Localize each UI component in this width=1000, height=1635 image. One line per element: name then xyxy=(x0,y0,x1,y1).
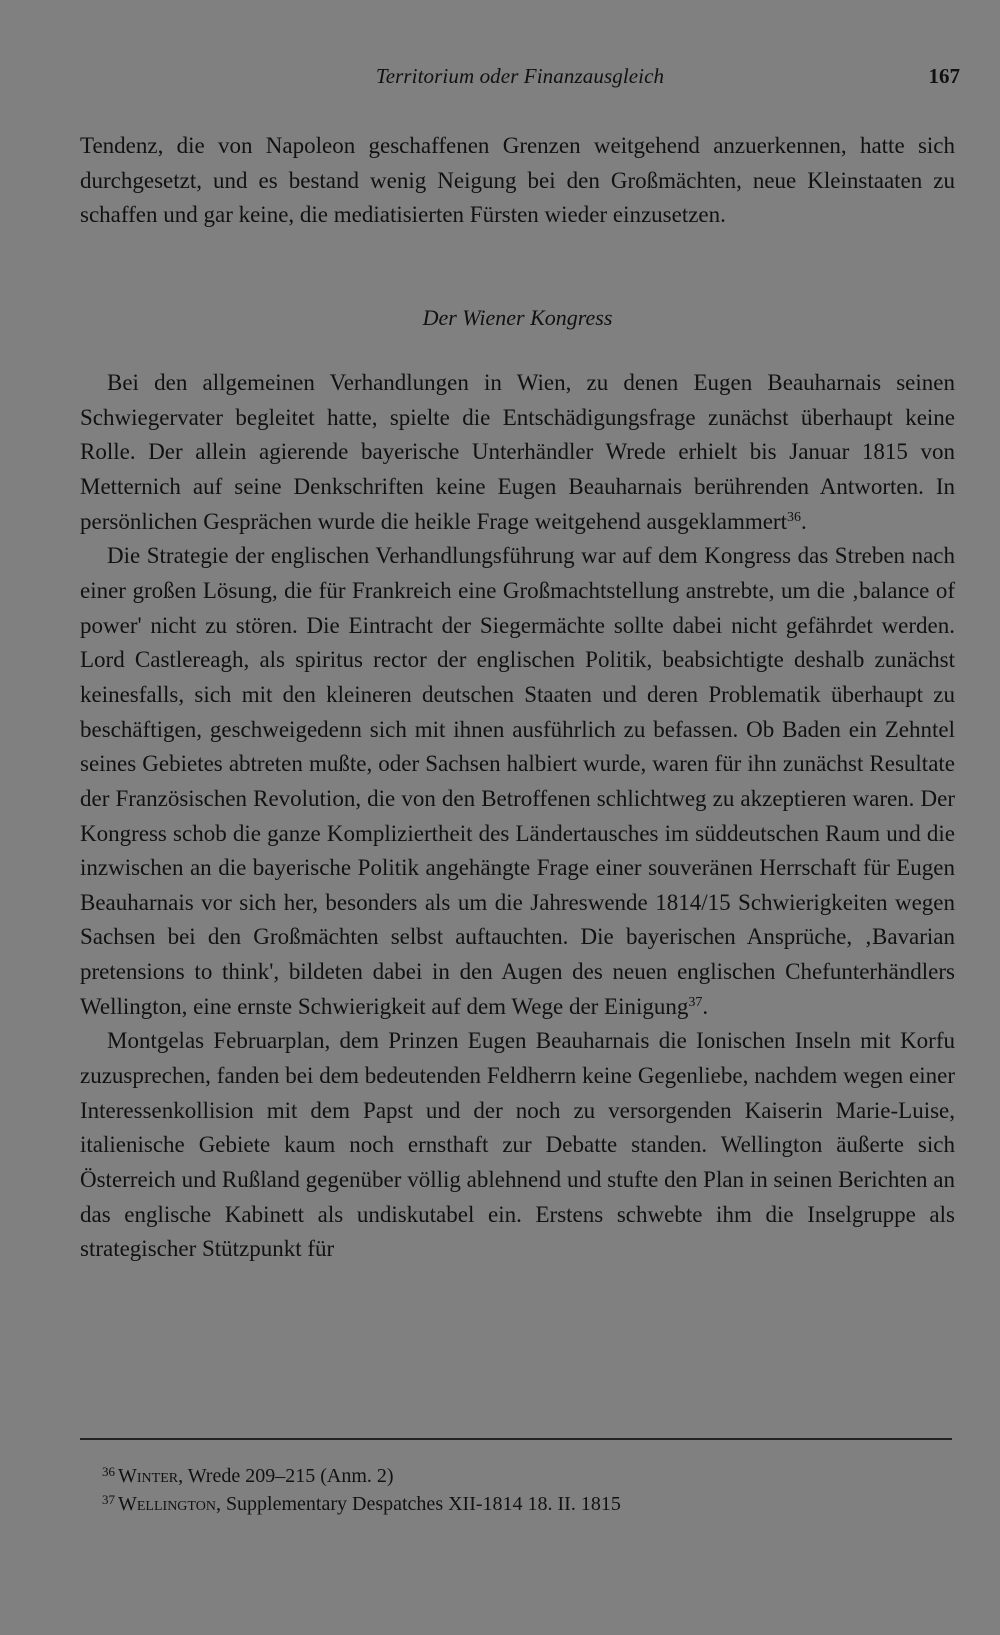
footnote-divider xyxy=(80,1438,952,1440)
paragraph-2 xyxy=(80,539,955,1024)
running-title: Territorium oder Finanzausgleich xyxy=(375,64,665,88)
section-heading: Der Wiener Kongress xyxy=(422,304,613,330)
footnote-36 xyxy=(102,1462,952,1490)
paragraph-1 xyxy=(80,366,955,539)
paragraph-1-text: Bei den allgemeinen Verhandlungen in Wien, zu denen Eugen Beauharnais seinen Schwiegervater begleitet hatte, spielte die Entschädigungsfrage zunächst überhaupt keine Rolle. Der allein agierende bayerische Unterhändler Wrede erhielt bis Januar 1815 von Metternich auf seine Denkschriften keine Eugen Beauharnais berührenden Antworten. In persönlichen Gesprächen wurde die heikle Frage weitgehend ausgeklammert xyxy=(80,369,955,534)
footnote-author: Winter xyxy=(118,1465,179,1487)
paragraph-2-end: . xyxy=(702,993,709,1019)
paragraph-2-text: Die Strategie der englischen Verhandlungsführung war auf dem Kongress das Streben nach einer großen Lösung, die für Frankreich eine Großmachtstellung anstrebte, um die ‚balance of power' nicht zu stören. Die Eintracht der Siegermächte sollte dabei nicht gefährdet werden. Lord Castlereagh, als spiritus rector der englischen Politik, beabsichtigte deshalb zunächst keinesfalls, sich mit den kleineren deutschen Staaten und deren Problematik überhaupt zu beschäftigen, geschweigedenn sich mit ihnen ausführlich zu befassen. Ob Baden ein Zehntel seines Gebietes abtreten mußte, oder Sachsen halbiert wurde, waren für ihn zunächst Resultate der Französischen Revolution, die von den Betroffenen schlichtweg zu akzeptieren waren. Der Kongress schob die ganze Kompliziertheit des Ländertausches im süddeutschen Raum und die inzwischen an die bayerische Politik angehängte Frage einer souveränen Herrschaft für Eugen Beauharnais vor sich her, besonders als um die Jahreswende 1814/15 Schwierigkeiten wegen Sachsen bei den Großmächten selbst auftauchten. Die bayerischen Ansprüche, ‚Bavarian pretensions to think', bildeten dabei in den Augen des neuen englischen Chefunterhändlers Wellington, eine ernste Schwierigkeit auf dem Wege der Einigung xyxy=(80,543,955,1019)
footnote-ref-37[interactable]: 37 xyxy=(688,994,703,1010)
body-text xyxy=(80,129,955,1267)
footnote-text: , Wrede 209–215 (Anm. 2) xyxy=(178,1465,394,1487)
footnote-author: Wellington xyxy=(118,1493,216,1515)
intro-paragraph: Tendenz, die von Napoleon geschaffenen Grenzen weitgehend anzuerkennen, hatte sich durchgesetzt, und es bestand wenig Neigung bei den Großmächten, neue Kleinstaaten zu schaffen und gar keine, die mediatisierten Fürsten wieder einzusetzen. xyxy=(80,133,955,228)
footnote-ref-36[interactable]: 36 xyxy=(786,509,801,525)
page-number: 167 xyxy=(928,64,960,88)
running-header xyxy=(80,64,960,94)
paragraph-3: Montgelas Februarplan, dem Prinzen Eugen Beauharnais die Ionischen Inseln mit Korfu zuzusprechen, fanden bei dem bedeutenden Feldherrn keine Gegenliebe, nachdem wegen einer Interessenkollision mit dem Papst und der noch zu versorgenden Kaiserin Marie-Luise, italienische Gebiete kaum noch ernsthaft zur Debatte standen. Wellington äußerte sich Österreich und Rußland gegenüber völlig ablehnend und stufte den Plan in seinen Berichten an das englische Kabinett als undiskutabel ein. Erstens schwebte ihm die Inselgruppe als strategischer Stützpunkt für xyxy=(80,1028,955,1262)
footnote-number: 37 xyxy=(102,1492,115,1507)
footnotes xyxy=(102,1462,952,1518)
footnote-number: 36 xyxy=(102,1464,115,1479)
footnote-37 xyxy=(102,1490,952,1518)
footnote-text: , Supplementary Despatches XII-1814 18. II. 1815 xyxy=(215,1493,621,1515)
paragraph-1-end: . xyxy=(800,508,807,534)
